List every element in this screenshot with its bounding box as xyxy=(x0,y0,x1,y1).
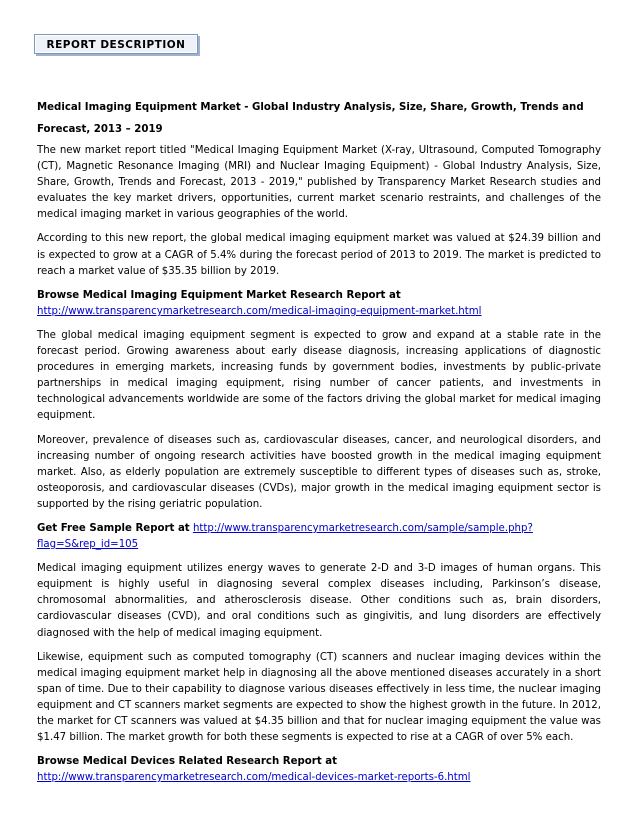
sample-report-link[interactable]: http://www.transparencymarketresearch.com/sample/sample.php?flag=S&rep_id=105 xyxy=(37,522,533,551)
report-description-label: REPORT DESCRIPTION xyxy=(46,39,186,51)
imaging-uses-paragraph: Medical imaging equipment utilizes energy waves to generate 2-D and 3-D images of human organs. This equipment is highly useful in diagnosing several complex diseases including, Parkinson’s disease, chromosomal abnormalities, and atherosclerosis disease. Other conditions such as, brain disorders, cardiovascular diseases (CVD), and oral conditions such as gingivitis, and lung disorders are effectively diagnosed with the help of medical imaging equipment. xyxy=(37,563,601,639)
report-title: Medical Imaging Equipment Market - Global Industry Analysis, Size, Share, Growth, Trends and Forecast, 2013 – 2019 xyxy=(37,102,584,135)
intro-paragraph: The new market report titled "Medical Imaging Equipment Market (X-ray, Ultrasound, Computed Tomography (CT), Magnetic Resonance Imaging (MRI) and Nuclear Imaging Equipment) - Global Industry Analysis, Size, Share, Growth, Trends and Forecast, 2013 - 2019," published by Transparency Market Research studies and evaluates the key market drivers, opportunities, current market scenario restraints, and challenges of the medical imaging market in various geographies of the world. xyxy=(37,145,601,221)
sample-report-heading: Get Free Sample Report at xyxy=(37,522,190,534)
market-value-paragraph: According to this new report, the global medical imaging equipment market was valued at $24.39 billion and is expected to grow at a CAGR of 5.4% during the forecast period of 2013 to 2019. The market is predicted to reach a market value of $35.35 billion by 2019. xyxy=(37,233,601,277)
report-content xyxy=(37,97,601,786)
browse-report-link[interactable]: http://www.transparencymarketresearch.com/medical-imaging-equipment-market.html xyxy=(37,305,482,317)
sample-report-line xyxy=(37,521,601,553)
ct-nuclear-paragraph: Likewise, equipment such as computed tomography (CT) scanners and nuclear imaging devices within the medical imaging equipment market help in diagnosing all the above mentioned diseases accurately in a short span of time. Due to their capability to diagnose various diseases effectively in less time, the nuclear imaging equipment and CT scanners market segments are expected to show the highest growth in the future. In 2012, the market for CT scanners was valued at $4.35 billion and that for nuclear imaging equipment the value was $1.47 billion. The market growth for both these segments is expected to rise at a CAGR of over 5% each. xyxy=(37,651,601,744)
prevalence-paragraph: Moreover, prevalence of diseases such as, cardiovascular diseases, cancer, and neurological disorders, and increasing number of ongoing research activities have boosted growth in the medical imaging equipment market. Also, as elderly population are extremely susceptible to different types of diseases such as, stroke, osteoporosis, and cardiovascular diseases (CVDs), major growth in the medical imaging equipment sector is supported by the rising geriatric population. xyxy=(37,434,601,510)
report-description-tag xyxy=(34,34,198,54)
browse-report-heading: Browse Medical Imaging Equipment Market Research Report at xyxy=(37,289,401,301)
drivers-paragraph: The global medical imaging equipment segment is expected to grow and expand at a stable rate in the forecast period. Growing awareness about early disease diagnosis, increasing applications of diagnostic procedures in emerging markets, increasing funds by government bodies, investments by public-private partnerships in medical imaging equipment, rising number of cancer patients, and investments in technological advancements worldwide are some of the factors driving the global market for medical imaging equipment. xyxy=(37,329,601,422)
related-reports-link[interactable]: http://www.transparencymarketresearch.com/medical-devices-market-reports-6.html xyxy=(37,772,471,784)
related-reports-heading: Browse Medical Devices Related Research Report at xyxy=(37,756,337,768)
